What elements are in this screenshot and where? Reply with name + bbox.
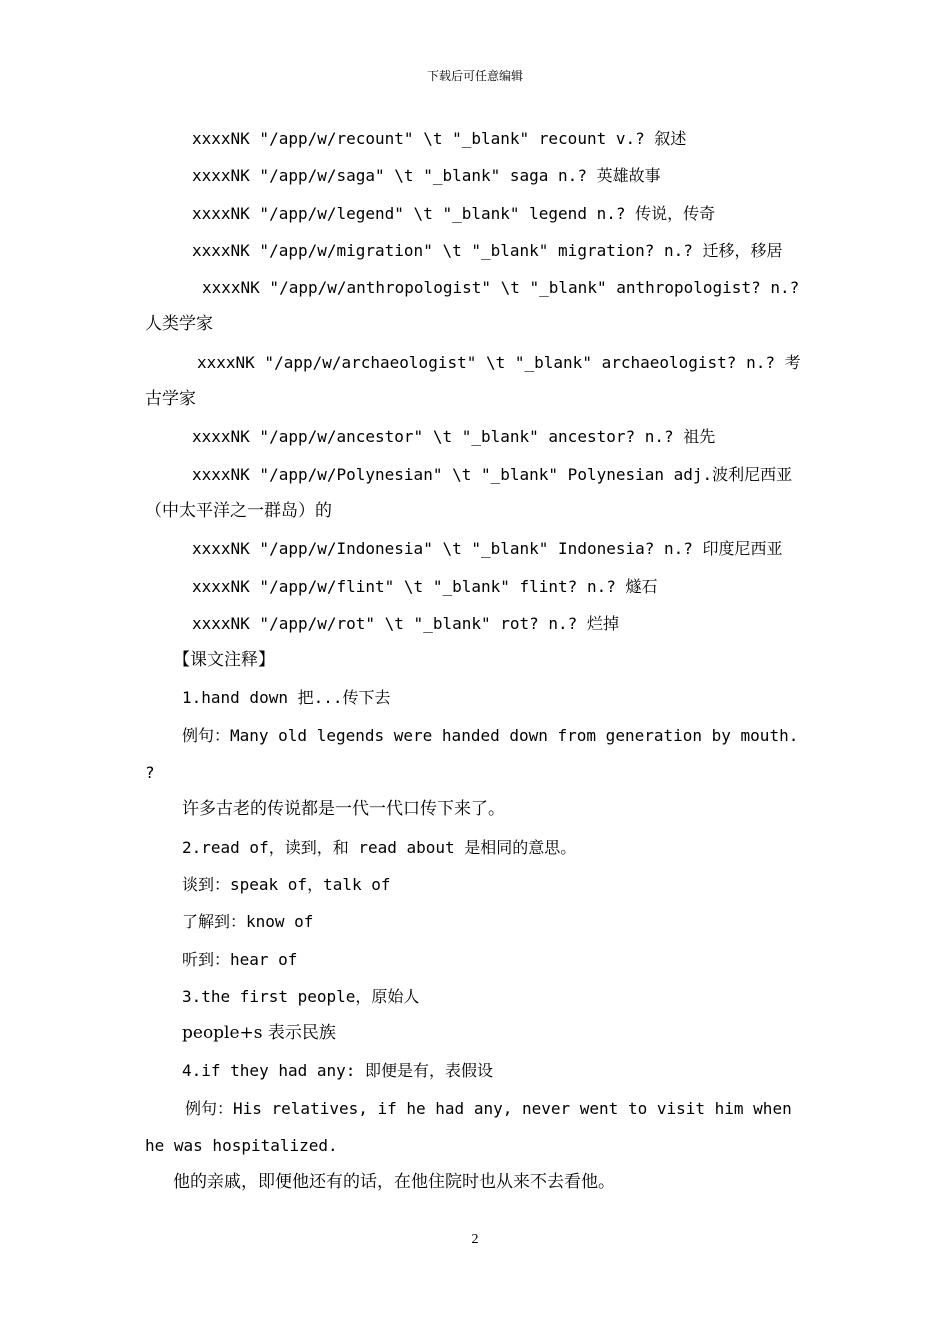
vocab-polynesian-cont: （中太平洋之一群岛）的 xyxy=(145,500,332,521)
note-4-example: 例句：His relatives, if he had any, never went to visit him when xyxy=(185,1098,792,1118)
vocab-flint: xxxxNK "/app/w/flint" \t "_blank" flint? n.? 燧石 xyxy=(192,576,658,596)
vocab-anthropologist: xxxxNK "/app/w/anthropologist" \t "_blank" anthropologist? n.? xyxy=(202,278,800,298)
note-2-speak: 谈到：speak of，talk of xyxy=(182,874,391,894)
vocab-archaeologist-cont: 古学家 xyxy=(145,389,196,410)
vocab-indonesia: xxxxNK "/app/w/Indonesia" \t "_blank" Indonesia? n.? 印度尼西亚 xyxy=(192,539,783,559)
vocab-archaeologist: xxxxNK "/app/w/archaeologist" \t "_blank" archaeologist? n.? 考 xyxy=(197,352,801,372)
note-2-know: 了解到：know of xyxy=(182,912,314,932)
vocab-polynesian: xxxxNK "/app/w/Polynesian" \t "_blank" Polynesian adj.波利尼西亚 xyxy=(192,464,793,484)
note-4: 4.if they had any: 即便是有，表假设 xyxy=(182,1061,494,1081)
note-4-translation: 他的亲戚，即便他还有的话，在他住院时也从来不去看他。 xyxy=(173,1172,615,1193)
vocab-rot: xxxxNK "/app/w/rot" \t "_blank" rot? n.? 烂掉 xyxy=(192,613,619,633)
note-4-example-cont: he was hospitalized. xyxy=(145,1136,338,1156)
vocab-recount: xxxxNK "/app/w/recount" \t "_blank" recount v.? 叙述 xyxy=(192,129,687,148)
note-2-hear: 听到：hear of xyxy=(182,949,298,969)
vocab-anthropologist-cont: 人类学家 xyxy=(145,314,213,335)
vocab-ancestor: xxxxNK "/app/w/ancestor" \t "_blank" ancestor? n.? 祖先 xyxy=(192,427,716,447)
note-3-people: people+s 表示民族 xyxy=(182,1023,336,1044)
vocab-legend: xxxxNK "/app/w/legend" \t "_blank" legend n.? 传说，传奇 xyxy=(192,203,716,223)
note-1-example-cont: ? xyxy=(145,763,155,783)
note-1: 1.hand down 把...传下去 xyxy=(182,688,391,708)
page-header: 下载后可任意编辑 xyxy=(426,69,523,83)
vocab-saga: xxxxNK "/app/w/saga" \t "_blank" saga n.? 英雄故事 xyxy=(192,166,661,186)
note-1-example: 例句：Many old legends were handed down from generation by mouth. xyxy=(182,725,799,745)
document-body xyxy=(145,120,810,1202)
note-3: 3.the first people，原始人 xyxy=(182,986,420,1006)
note-2: 2.read of，读到，和 read about 是相同的意思。 xyxy=(182,837,577,857)
section-heading: 【课文注释】 xyxy=(173,650,275,671)
note-1-translation: 许多古老的传说都是一代一代口传下来了。 xyxy=(182,799,505,820)
vocab-migration: xxxxNK "/app/w/migration" \t "_blank" migration? n.? 迁移，移居 xyxy=(192,240,783,260)
page-number: 2 xyxy=(471,1232,479,1247)
